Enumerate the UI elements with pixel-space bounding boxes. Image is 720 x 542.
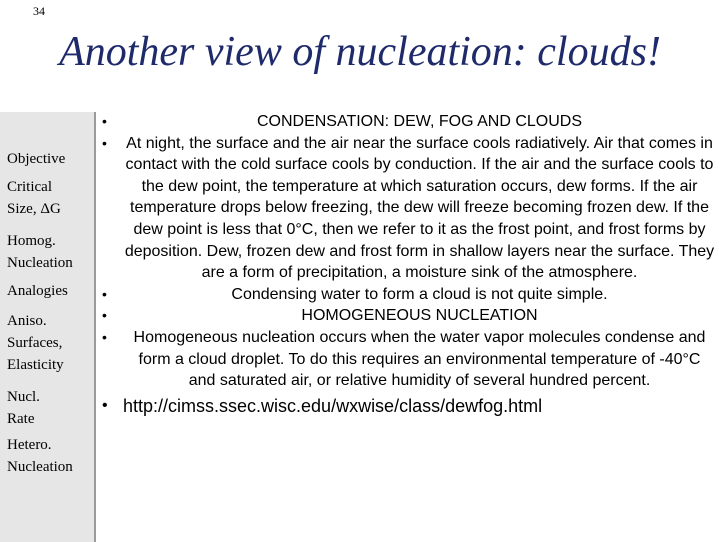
sidebar-item-label: Nucleation: [7, 459, 73, 475]
sidebar-item-label: Homog.: [7, 233, 56, 249]
sidebar-item-analogies[interactable]: [7, 280, 68, 302]
sidebar-item-homog-nucleation[interactable]: [7, 230, 73, 274]
sidebar-item-label: Size, ΔG: [7, 201, 61, 217]
sidebar-item-label: Analogies: [7, 283, 68, 299]
bullet-list: [96, 111, 716, 418]
slide-title: Another view of nucleation: clouds!: [59, 29, 661, 75]
sidebar-item-label: Hetero.: [7, 437, 52, 453]
list-item: [96, 305, 716, 327]
sidebar-item-critical-size[interactable]: [7, 176, 61, 220]
list-item: [96, 394, 716, 418]
sidebar-item-label: Elasticity: [7, 357, 64, 373]
bullet-text: • At night, the surface and the air near the surface cools radiatively. Air that comes in contact with the cold surface cools by conduction. If the air and the surface cools to the dew point, the temperature at which saturation occurs, dew forms. If the air temperature drops below freezing, the dew will freeze becoming frozen dew. If the dew point is less that 0°C, then we refer to it as the frost point, and frost forms by deposition. Dew, frozen dew and frost form in shallow layers near the surface. They are a form of precipitation, a moisture sink of the atmosphere.: [124, 134, 715, 282]
sidebar-item-label: Surfaces,: [7, 335, 63, 351]
list-item: [96, 111, 716, 133]
sidebar-item-label: Nucleation: [7, 255, 73, 271]
bullet-text: • Condensing water to form a cloud is not quite simple.: [231, 285, 608, 303]
list-item: [96, 133, 716, 284]
sidebar-item-hetero-nucleation[interactable]: [7, 434, 73, 478]
bullet-text: • CONDENSATION: DEW, FOG AND CLOUDS: [256, 113, 583, 130]
sidebar-item-objective[interactable]: [7, 148, 65, 170]
reference-link[interactable]: • http://cimss.ssec.wisc.edu/wxwise/class/dewfog.html: [123, 395, 543, 416]
sidebar-item-label: Aniso.: [7, 313, 47, 329]
bullet-text: • HOMOGENEOUS NUCLEATION: [301, 307, 538, 325]
sidebar-item-label: Rate: [7, 411, 35, 427]
list-item: [96, 284, 716, 306]
sidebar-item-label: Nucl.: [7, 389, 40, 405]
list-item: [96, 327, 716, 392]
sidebar-item-label: Critical: [7, 179, 52, 195]
sidebar-item-aniso-surfaces[interactable]: [7, 310, 64, 376]
sidebar-nav: [0, 112, 96, 542]
sidebar-item-label: Objective: [7, 151, 66, 167]
bullet-text: • Homogeneous nucleation occurs when the water vapor molecules condense and form a cloud droplet. To do this requires an environmental temperature of -40°C and saturated air, or relative humidity of several hundred percent.: [133, 328, 706, 390]
slide-number: 34: [33, 4, 45, 18]
sidebar-item-nucl-rate[interactable]: [7, 386, 40, 430]
